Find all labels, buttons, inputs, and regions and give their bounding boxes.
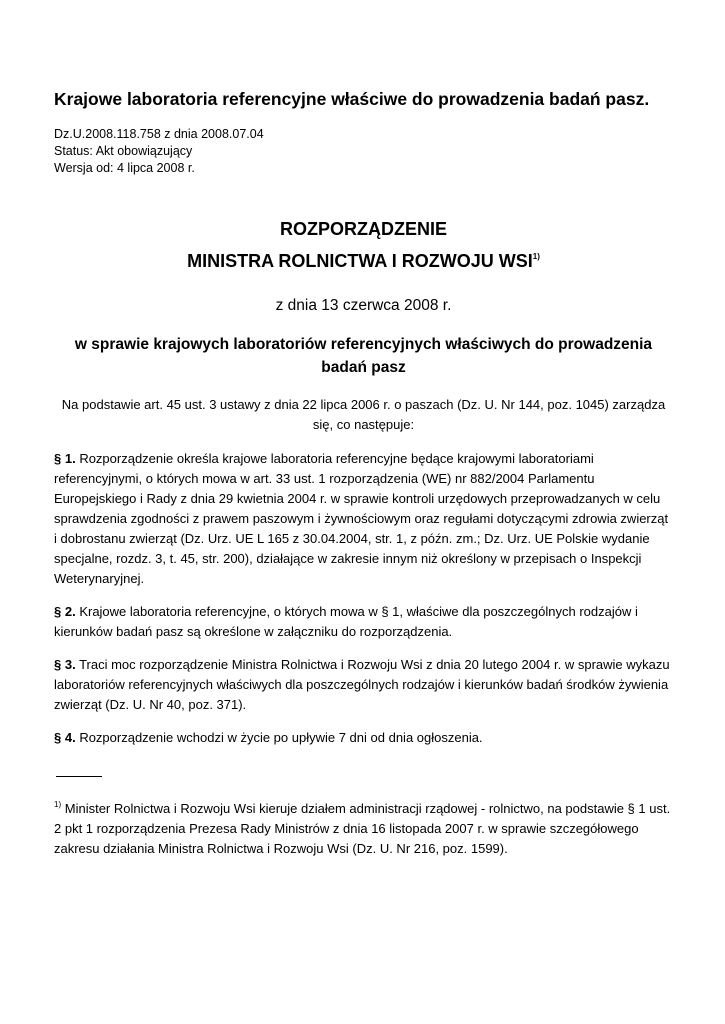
document-status: Status: Akt obowiązujący xyxy=(54,144,193,158)
footnote-mark: 1) xyxy=(54,800,62,809)
act-type-heading: ROZPORZĄDZENIE xyxy=(279,219,447,239)
act-subject: w sprawie krajowych laboratoriów referencyjnych właściwych do prowadzenia badań pasz xyxy=(74,336,653,376)
legal-basis: Na podstawie art. 45 ust. 3 ustawy z dnia 22 lipca 2006 r. o paszach (Dz. U. Nr 144, poz. 1045) zarządza się, co następuje: xyxy=(61,397,666,432)
footnote-text: Minister Rolnictwa i Rozwoju Wsi kieruje działem administracji rządowej - rolnictwo, na podstawie § 1 ust. 2 pkt 1 rozporządzenia Prezesa Rady Ministrów z dnia 16 listopada 2007 r. w sprawie szczegółowego zakresu działania Ministra Rolnictwa i Rozwoju Wsi (Dz. U. Nr 216, poz. 1599). xyxy=(54,801,671,856)
paragraph-sign: § 3. xyxy=(54,657,76,672)
paragraph-text: Krajowe laboratoria referencyjne, o których mowa w § 1, właściwe dla poszczególnych rodzajów i kierunków badań pasz są określone w załączniku do rozporządzenia. xyxy=(54,604,638,639)
document-meta xyxy=(54,126,673,177)
paragraph-3 xyxy=(54,655,673,715)
paragraph-sign: § 4. xyxy=(54,730,76,745)
document-title: Krajowe laboratoria referencyjne właściwe do prowadzenia badań pasz. xyxy=(54,89,650,109)
act-date: z dnia 13 czerwca 2008 r. xyxy=(275,297,452,314)
paragraph-sign: § 1. xyxy=(54,451,76,466)
document-version: Wersja od: 4 lipca 2008 r. xyxy=(54,161,195,175)
act-issuer-footnote-mark[interactable]: 1) xyxy=(532,252,540,261)
paragraph-text: Traci moc rozporządzenie Ministra Rolnictwa i Rozwoju Wsi z dnia 20 lutego 2004 r. w sprawie wykazu laboratoriów referencyjnych właściwych dla poszczególnych rodzajów i kierunków badań środków żywienia zwierząt (Dz. U. Nr 40, poz. 371). xyxy=(54,657,670,712)
document-reference: Dz.U.2008.118.758 z dnia 2008.07.04 xyxy=(54,127,264,141)
paragraph-text: Rozporządzenie określa krajowe laboratoria referencyjne będące krajowymi laboratoriami referencyjnymi, o których mowa w art. 33 ust. 1 rozporządzenia (WE) nr 882/2004 Parlamentu Europejskiego i Rady z dnia 29 kwietnia 2004 r. w sprawie kontroli urzędowych przeprowadzanych w celu sprawdzenia zgodności z prawem paszowym i żywnościowym oraz regułami dotyczącymi zdrowia zwierząt i dobrostanu zwierząt (Dz. Urz. UE L 165 z 30.04.2004, str. 1, z późn. zm.; Dz. Urz. UE Polskie wydanie specjalne, rozdz. 3, t. 45, str. 200), działające w zakresie innym niż określony w przepisach o Inspekcji Weterynaryjnej. xyxy=(54,451,669,586)
paragraph-2 xyxy=(54,602,673,642)
footnote xyxy=(54,795,673,859)
footnote-divider xyxy=(56,776,102,777)
paragraph-text: Rozporządzenie wchodzi w życie po upływie 7 dni od dnia ogłoszenia. xyxy=(79,730,483,745)
paragraph-4 xyxy=(54,728,673,748)
paragraph-1 xyxy=(54,449,673,589)
act-issuer-heading xyxy=(54,243,673,275)
paragraph-sign: § 2. xyxy=(54,604,76,619)
act-issuer-text: MINISTRA ROLNICTWA I ROZWOJU WSI xyxy=(187,251,533,271)
